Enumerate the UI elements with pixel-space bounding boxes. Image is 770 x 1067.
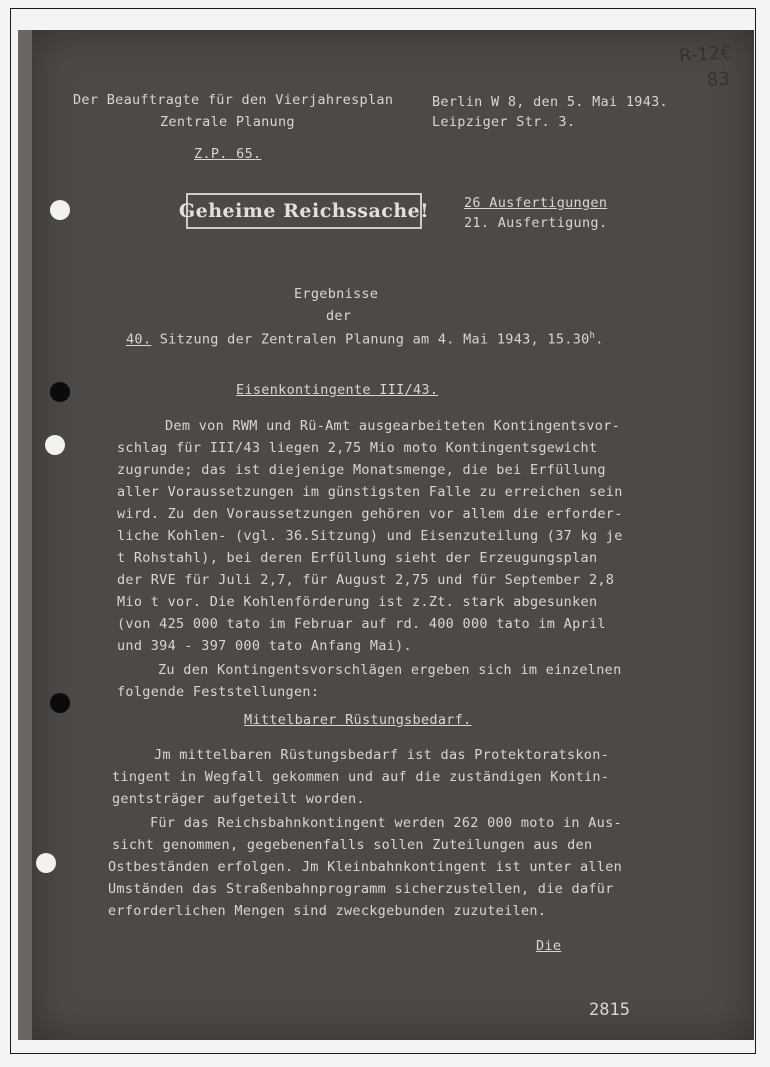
paragraph-line: aller Voraussetzungen im günstigsten Falle zu erreichen sein [117, 484, 623, 500]
copies-total: 26 Ausfertigungen [464, 195, 608, 211]
title-line-2: der [326, 308, 352, 324]
paragraph-line: Mio t vor. Die Kohlenförderung ist z.Zt. stark abgesunken [117, 594, 598, 610]
paragraph-line: (von 425 000 tato im Februar auf rd. 400 000 tato im April [117, 616, 606, 632]
paragraph-line: wird. Zu den Voraussetzungen gehören vor allem die erforder- [117, 506, 623, 522]
paragraph-line: Jm mittelbaren Rüstungsbedarf ist das Protektoratskon- [154, 747, 610, 763]
reference-number: Z.P. 65. [194, 146, 262, 162]
address: Leipziger Str. 3. [432, 114, 576, 130]
paragraph-line: zugrunde; das ist diejenige Monatsmenge, die bei Erfüllung [117, 462, 606, 478]
archive-mark [678, 40, 734, 96]
office-line-1: Der Beauftragte für den Vierjahresplan [73, 92, 394, 108]
session-text-end: . [595, 331, 604, 348]
archive-mark-line: R-12€ [678, 42, 733, 67]
time-superscript: h [589, 331, 596, 341]
paragraph-line: liche Kohlen- (vgl. 36.Sitzung) und Eisenzuteilung (37 kg je [117, 528, 623, 544]
paragraph-line: folgende Feststellungen: [117, 684, 320, 700]
section-heading-eisen: Eisenkontingente III/43. [236, 382, 439, 398]
title-line-1: Ergebnisse [294, 286, 379, 302]
secret-stamp-text: Geheime Reichssache! [178, 200, 430, 222]
paragraph-line: und 394 - 397 000 tato Anfang Mai). [117, 638, 412, 654]
session-number: 40. [126, 331, 152, 348]
paragraph-line: t Rohstahl), bei deren Erfüllung sieht der Erzeugungsplan [117, 550, 598, 566]
title-line-3 [126, 331, 604, 348]
punch-hole [36, 853, 56, 873]
paragraph-line: Dem von RWM und Rü-Amt ausgearbeiteten Kontingentsvor- [165, 418, 621, 434]
page-number: 2815 [589, 1000, 630, 1020]
office-line-2: Zentrale Planung [160, 114, 295, 130]
paragraph-line: schlag für III/43 liegen 2,75 Mio moto Kontingentsgewicht [117, 440, 598, 456]
paragraph-line: tingent in Wegfall gekommen und auf die zuständigen Kontin- [112, 769, 610, 785]
secret-stamp [178, 193, 430, 229]
copies-this: 21. Ausfertigung. [464, 215, 608, 231]
paragraph-line: der RVE für Juli 2,7, für August 2,75 und für September 2,8 [117, 572, 615, 588]
paragraph-line: Umständen das Straßenbahnprogramm sicherzustellen, die dafür [108, 881, 614, 897]
continuation-word: Die [536, 938, 562, 954]
punch-hole [45, 435, 65, 455]
punch-hole [50, 382, 70, 402]
archive-mark-line: 83 [706, 68, 731, 91]
punch-hole [50, 693, 70, 713]
paragraph-line: sicht genommen, gegebenenfalls sollen Zuteilungen aus den [112, 837, 593, 853]
paragraph-line: Zu den Kontingentsvorschlägen ergeben sich im einzelnen [158, 662, 622, 678]
place-date: Berlin W 8, den 5. Mai 1943. [432, 94, 668, 110]
section-heading-ruestung: Mittelbarer Rüstungsbedarf. [244, 712, 472, 728]
session-text: Sitzung der Zentralen Planung am 4. Mai 1943, 15.30 [159, 331, 590, 348]
paragraph-line: gentsträger aufgeteilt worden. [112, 791, 365, 807]
paragraph-line: Ostbeständen erfolgen. Jm Kleinbahnkontingent ist unter allen [108, 859, 623, 875]
paragraph-line: erforderlichen Mengen sind zweckgebunden zuzuteilen. [108, 903, 547, 919]
punch-hole [50, 200, 70, 220]
paragraph-line: Für das Reichsbahnkontingent werden 262 000 moto in Aus- [150, 815, 622, 831]
